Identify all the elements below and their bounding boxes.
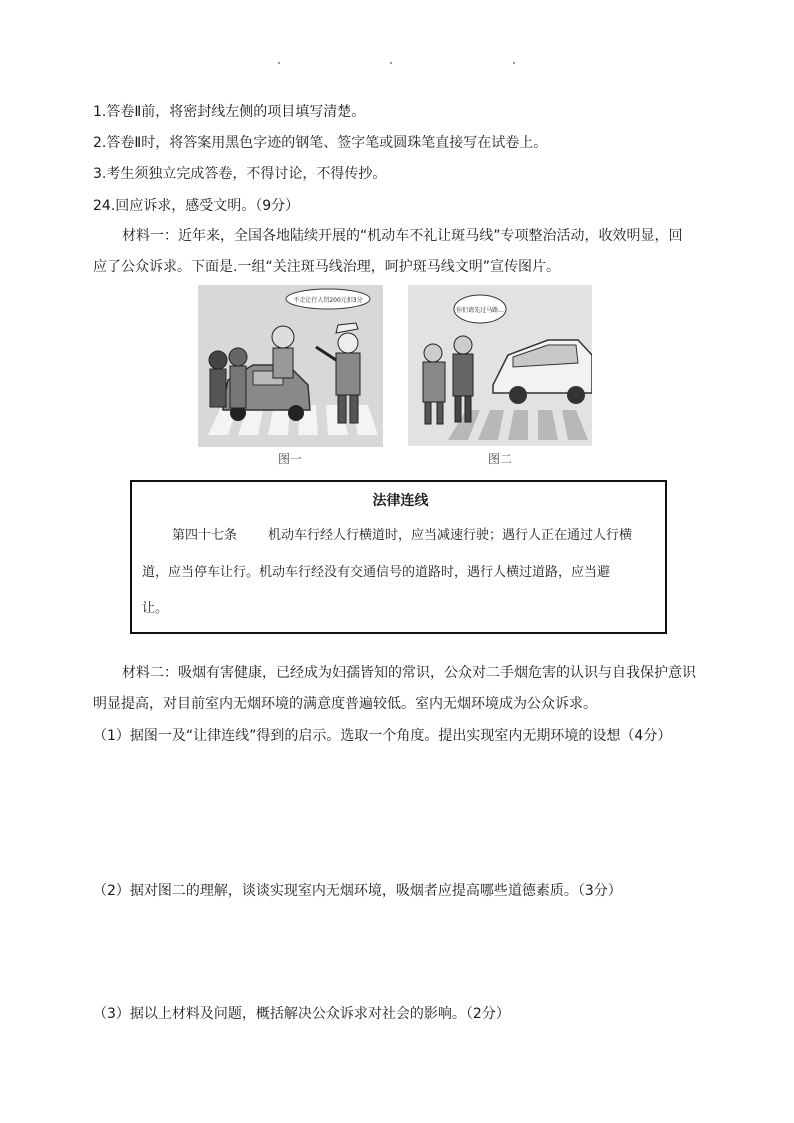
figure-1-caption: 图一 bbox=[277, 452, 302, 466]
sub-question-3: （3）据以上材料及问题，概括解决公众诉求对社会的影响。（2分） bbox=[93, 1006, 510, 1022]
figure-1-bubble-text: 不走让行人罚200元扣3分 bbox=[293, 297, 363, 304]
question-title: 24.回应诉求，感受文明。（9分） bbox=[93, 198, 300, 214]
note-2: 2.答卷Ⅱ时，将答案用黑色字迹的钢笔、签字笔或圆珠笔直接写在试卷上。 bbox=[93, 135, 548, 151]
law-line-1: 机动车行经人行横道时，应当减速行驶；遇行人正在通过人行横 bbox=[268, 528, 633, 543]
figure-2-cartoon bbox=[408, 285, 592, 446]
figure-2-bubble-text: 你们请先过马路... bbox=[456, 307, 504, 314]
note-3: 3.考生须独立完成答卷，不得讨论，不得传抄。 bbox=[93, 166, 387, 182]
figure-1-cartoon bbox=[198, 285, 383, 447]
sub-question-2: （2）据对图二的理解，谈谈实现室内无烟环境，吸烟者应提高哪些道德素质。（3分） bbox=[93, 883, 622, 899]
law-title: 法律连线 bbox=[372, 493, 429, 509]
law-line-3: 让。 bbox=[142, 601, 169, 616]
material1-line1: 材料一：近年来，全国各地陆续开展的“机动车不礼让斑马线”专项整治活动，收效明显，回 bbox=[122, 228, 683, 244]
note-1: 1.答卷Ⅱ前，将密封线左侧的项目填写清楚。 bbox=[93, 104, 366, 120]
law-connection-box bbox=[130, 480, 667, 634]
material2-line2: 明显提高，对目前室内无烟环境的满意度普遍较低。室内无烟环境成为公众诉求。 bbox=[93, 696, 597, 712]
figure-2-caption: 图二 bbox=[487, 452, 512, 466]
sub-question-1: （1）据图一及“让律连线”得到的启示。选取一个角度。提出实现室内无期环境的设想（4分） bbox=[93, 728, 672, 744]
material1-line2: 应了公众诉求。下面是.一组“关注斑马线治理，呵护斑马线文明”宣传图片。 bbox=[93, 259, 560, 275]
law-article-number: 第四十七条 bbox=[172, 528, 238, 543]
law-line-2: 道，应当停车让行。机动车行经没有交通信号的道路时，遇行人横过道路，应当避 bbox=[142, 565, 611, 580]
header-dots bbox=[0, 58, 794, 68]
material2-line1: 材料二：吸烟有害健康，已经成为妇孺皆知的常识，公众对二手烟危害的认识与自我保护意识 bbox=[122, 665, 696, 681]
